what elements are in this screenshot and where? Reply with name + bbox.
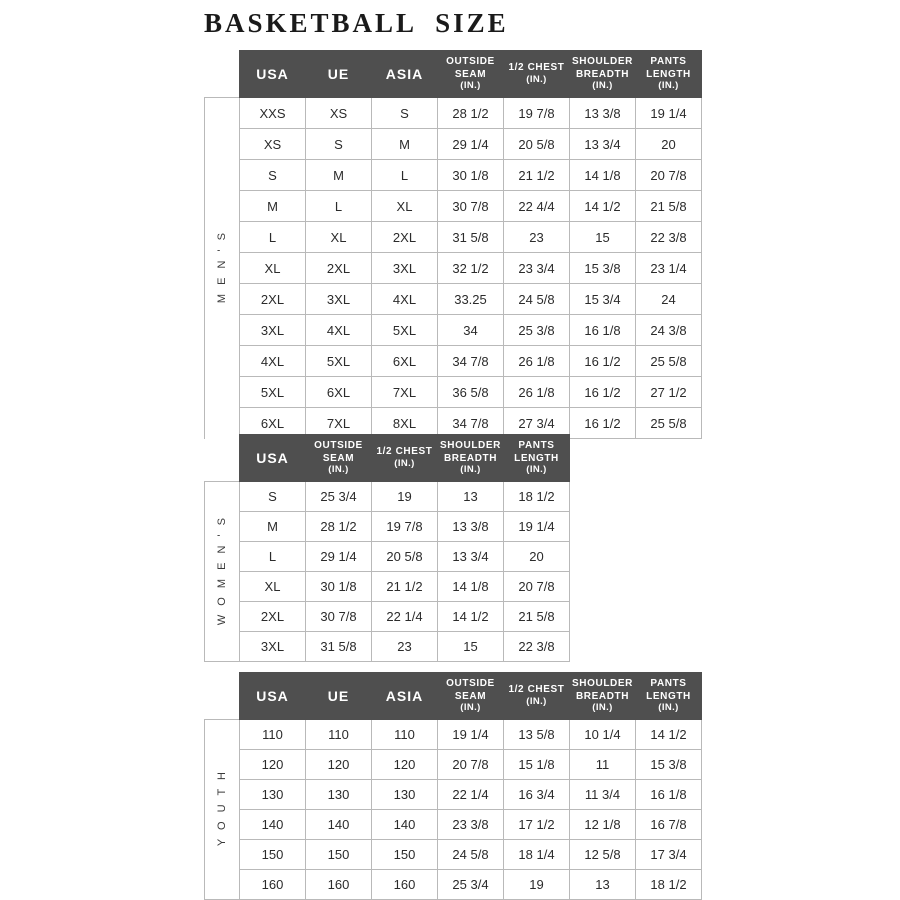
table-cell: 23 1/4 (636, 253, 702, 284)
table-cell: 110 (240, 720, 306, 750)
table-cell: 130 (372, 780, 438, 810)
table-cell: M (240, 191, 306, 222)
table-cell: 110 (306, 720, 372, 750)
table-cell: 22 3/8 (636, 222, 702, 253)
column-header-unit: (IN.) (394, 457, 415, 469)
column-header (306, 435, 372, 482)
column-header (438, 435, 504, 482)
table-cell: 24 (636, 284, 702, 315)
column-header (636, 51, 702, 98)
table-cell: 18 1/4 (504, 840, 570, 870)
table-cell: 150 (372, 840, 438, 870)
table-cell: 6XL (240, 408, 306, 439)
table-cell: 23 (504, 222, 570, 253)
table-cell: 150 (306, 840, 372, 870)
table-cell: 34 7/8 (438, 346, 504, 377)
column-header (240, 435, 306, 482)
table-cell: 14 1/2 (636, 720, 702, 750)
table-row (205, 632, 570, 662)
column-header-label: PANTS LENGTH (646, 678, 691, 702)
table-cell: 13 3/4 (570, 129, 636, 160)
header-corner-cell (205, 51, 240, 98)
table-cell: 24 3/8 (636, 315, 702, 346)
table-cell: 160 (372, 870, 438, 900)
table-cell: 22 4/4 (504, 191, 570, 222)
table-cell: 21 5/8 (504, 602, 570, 632)
table-cell: S (240, 160, 306, 191)
table-cell: 26 1/8 (504, 346, 570, 377)
column-header-label: USA (256, 65, 289, 82)
column-header-label: ASIA (385, 65, 424, 82)
table-cell: 21 1/2 (504, 160, 570, 191)
table-cell: 130 (240, 780, 306, 810)
table-row (205, 315, 702, 346)
table-cell: 150 (240, 840, 306, 870)
table-cell: 3XL (372, 253, 438, 284)
table-cell: 25 3/4 (306, 482, 372, 512)
header-corner-cell (205, 435, 240, 482)
table-cell: 29 1/4 (438, 129, 504, 160)
column-header-unit: (IN.) (460, 702, 481, 714)
column-header (438, 51, 504, 98)
column-header-unit: (IN.) (658, 80, 679, 92)
table-cell: 120 (372, 750, 438, 780)
table-cell: S (372, 98, 438, 129)
table-header-row (205, 435, 570, 482)
column-header (504, 51, 570, 98)
table-cell: XXS (240, 98, 306, 129)
table-cell: 2XL (240, 284, 306, 315)
table-cell: 11 3/4 (570, 780, 636, 810)
column-header (504, 435, 570, 482)
table-cell: 30 1/8 (306, 572, 372, 602)
table-header-row (205, 51, 702, 98)
table-cell: 13 (570, 870, 636, 900)
table-cell: 23 3/8 (438, 810, 504, 840)
column-header (306, 673, 372, 720)
table-cell: 16 1/2 (570, 377, 636, 408)
table-cell: 28 1/2 (306, 512, 372, 542)
table-cell: 18 1/2 (636, 870, 702, 900)
column-header (240, 673, 306, 720)
table-cell: 4XL (240, 346, 306, 377)
table-cell: 22 1/4 (438, 780, 504, 810)
table-header-row (205, 673, 702, 720)
table-cell: 160 (306, 870, 372, 900)
table-cell: L (372, 160, 438, 191)
group-label-cell (205, 482, 240, 662)
column-header-label: 1/2 CHEST (508, 62, 565, 74)
table-row (205, 346, 702, 377)
womens-size-table-block (204, 434, 570, 662)
table-cell: XS (306, 98, 372, 129)
table-cell: 21 5/8 (636, 191, 702, 222)
column-header-unit: (IN.) (526, 73, 547, 85)
column-header (306, 51, 372, 98)
table-cell: 31 5/8 (306, 632, 372, 662)
table-cell: 12 1/8 (570, 810, 636, 840)
table-cell: 16 3/4 (504, 780, 570, 810)
table-cell: 7XL (306, 408, 372, 439)
womens-size-table (204, 434, 570, 662)
table-cell: 15 3/8 (570, 253, 636, 284)
table-cell: 14 1/8 (570, 160, 636, 191)
table-cell: 16 1/2 (570, 408, 636, 439)
column-header (636, 673, 702, 720)
table-cell: 25 3/8 (504, 315, 570, 346)
column-header-label: USA (256, 687, 289, 704)
table-cell: 2XL (306, 253, 372, 284)
table-row (205, 512, 570, 542)
column-header-label: PANTS LENGTH (514, 440, 559, 464)
column-header (372, 51, 438, 98)
table-cell: 17 3/4 (636, 840, 702, 870)
table-cell: XS (240, 129, 306, 160)
column-header-label: SHOULDER BREADTH (572, 678, 633, 702)
table-cell: S (240, 482, 306, 512)
table-cell: 13 5/8 (504, 720, 570, 750)
group-label: Y O U T H (216, 769, 228, 847)
table-cell: 120 (240, 750, 306, 780)
column-header-label: SHOULDER BREADTH (572, 56, 633, 80)
column-header-unit: (IN.) (460, 80, 481, 92)
table-cell: 6XL (372, 346, 438, 377)
table-cell: 36 5/8 (438, 377, 504, 408)
table-cell: 16 1/8 (570, 315, 636, 346)
table-cell: 19 7/8 (504, 98, 570, 129)
table-cell: 19 (372, 482, 438, 512)
table-cell: 34 (438, 315, 504, 346)
table-row (205, 870, 702, 900)
column-header-label: 1/2 CHEST (508, 684, 565, 696)
table-cell: XL (240, 253, 306, 284)
table-cell: 23 (372, 632, 438, 662)
table-cell: 19 (504, 870, 570, 900)
table-cell: 2XL (372, 222, 438, 253)
column-header-unit: (IN.) (328, 464, 349, 476)
youth-size-table (204, 672, 702, 900)
table-row (205, 780, 702, 810)
table-cell: L (240, 542, 306, 572)
table-row (205, 222, 702, 253)
table-row (205, 253, 702, 284)
table-cell: 20 7/8 (438, 750, 504, 780)
table-cell: 140 (372, 810, 438, 840)
column-header-label: OUTSIDE SEAM (446, 678, 495, 702)
column-header (570, 51, 636, 98)
table-cell: 130 (306, 780, 372, 810)
column-header-label: OUTSIDE SEAM (314, 440, 363, 464)
table-cell: 19 1/4 (504, 512, 570, 542)
column-header (438, 673, 504, 720)
group-label: M E N ' S (216, 229, 228, 304)
column-header-unit: (IN.) (592, 80, 613, 92)
table-cell: M (306, 160, 372, 191)
table-row (205, 377, 702, 408)
table-cell: 18 1/2 (504, 482, 570, 512)
table-cell: 120 (306, 750, 372, 780)
table-cell: 24 5/8 (438, 840, 504, 870)
column-header-label: ASIA (385, 687, 424, 704)
column-header (372, 435, 438, 482)
table-row (205, 720, 702, 750)
table-cell: 25 3/4 (438, 870, 504, 900)
table-row (205, 129, 702, 160)
table-cell: 6XL (306, 377, 372, 408)
table-cell: 12 5/8 (570, 840, 636, 870)
column-header (504, 673, 570, 720)
table-row (205, 750, 702, 780)
table-cell: 14 1/8 (438, 572, 504, 602)
table-cell: 8XL (372, 408, 438, 439)
table-row (205, 840, 702, 870)
table-cell: 5XL (240, 377, 306, 408)
table-cell: 4XL (306, 315, 372, 346)
table-cell: 15 1/8 (504, 750, 570, 780)
table-row (205, 572, 570, 602)
table-cell: 15 (438, 632, 504, 662)
table-cell: XL (372, 191, 438, 222)
table-cell: 5XL (372, 315, 438, 346)
table-cell: 20 5/8 (504, 129, 570, 160)
table-cell: 160 (240, 870, 306, 900)
table-cell: 2XL (240, 602, 306, 632)
table-cell: 26 1/8 (504, 377, 570, 408)
table-cell: 14 1/2 (570, 191, 636, 222)
page-title: BASKETBALL SIZE (204, 8, 509, 38)
table-cell: 30 7/8 (306, 602, 372, 632)
group-label-cell (205, 720, 240, 900)
column-header-label: SHOULDER BREADTH (440, 440, 501, 464)
table-cell: M (372, 129, 438, 160)
column-header-unit: (IN.) (526, 695, 547, 707)
column-header-unit: (IN.) (460, 464, 481, 476)
table-cell: 30 7/8 (438, 191, 504, 222)
table-cell: 7XL (372, 377, 438, 408)
table-cell: 25 5/8 (636, 346, 702, 377)
table-cell: 21 1/2 (372, 572, 438, 602)
mens-size-table (204, 50, 702, 439)
column-header-unit: (IN.) (526, 464, 547, 476)
table-cell: 13 3/4 (438, 542, 504, 572)
table-cell: 20 7/8 (636, 160, 702, 191)
table-cell: 3XL (240, 315, 306, 346)
column-header-label: UE (327, 65, 350, 82)
table-row (205, 542, 570, 572)
table-cell: 3XL (240, 632, 306, 662)
table-cell: 31 5/8 (438, 222, 504, 253)
table-cell: 110 (372, 720, 438, 750)
table-cell: 20 (504, 542, 570, 572)
table-cell: 23 3/4 (504, 253, 570, 284)
column-header-label: USA (256, 449, 289, 466)
table-cell: 28 1/2 (438, 98, 504, 129)
table-cell: 140 (240, 810, 306, 840)
table-cell: 30 1/8 (438, 160, 504, 191)
column-header-unit: (IN.) (592, 702, 613, 714)
table-cell: 15 3/8 (636, 750, 702, 780)
table-cell: L (306, 191, 372, 222)
table-row (205, 284, 702, 315)
table-cell: 140 (306, 810, 372, 840)
table-cell: 20 7/8 (504, 572, 570, 602)
table-cell: 16 1/2 (570, 346, 636, 377)
table-row (205, 160, 702, 191)
column-header-label: PANTS LENGTH (646, 56, 691, 80)
table-cell: 10 1/4 (570, 720, 636, 750)
table-cell: 13 3/8 (438, 512, 504, 542)
table-cell: 29 1/4 (306, 542, 372, 572)
table-cell: 33.25 (438, 284, 504, 315)
table-cell: 22 1/4 (372, 602, 438, 632)
table-row (205, 98, 702, 129)
table-cell: 3XL (306, 284, 372, 315)
table-cell: XL (306, 222, 372, 253)
table-cell: 19 7/8 (372, 512, 438, 542)
column-header-label: OUTSIDE SEAM (446, 56, 495, 80)
table-cell: 16 1/8 (636, 780, 702, 810)
table-cell: 16 7/8 (636, 810, 702, 840)
table-cell: 15 (570, 222, 636, 253)
table-cell: 27 1/2 (636, 377, 702, 408)
table-cell: S (306, 129, 372, 160)
table-cell: 4XL (372, 284, 438, 315)
table-cell: 20 5/8 (372, 542, 438, 572)
table-cell: 13 (438, 482, 504, 512)
table-row (205, 602, 570, 632)
table-cell: 19 1/4 (636, 98, 702, 129)
youth-size-table-block (204, 672, 702, 900)
table-cell: 34 7/8 (438, 408, 504, 439)
column-header (372, 673, 438, 720)
column-header-label: 1/2 CHEST (376, 446, 433, 458)
table-cell: 32 1/2 (438, 253, 504, 284)
table-cell: 13 3/8 (570, 98, 636, 129)
table-row (205, 191, 702, 222)
table-cell: 5XL (306, 346, 372, 377)
group-label-cell (205, 98, 240, 439)
table-cell: L (240, 222, 306, 253)
column-header-label: UE (327, 687, 350, 704)
table-cell: M (240, 512, 306, 542)
table-cell: 17 1/2 (504, 810, 570, 840)
table-cell: 24 5/8 (504, 284, 570, 315)
table-cell: XL (240, 572, 306, 602)
table-cell: 15 3/4 (570, 284, 636, 315)
group-label: W O M E N ' S (216, 514, 228, 626)
mens-size-table-block (204, 50, 702, 439)
table-cell: 27 3/4 (504, 408, 570, 439)
column-header (570, 673, 636, 720)
table-cell: 25 5/8 (636, 408, 702, 439)
column-header (240, 51, 306, 98)
table-row (205, 482, 570, 512)
table-row (205, 810, 702, 840)
column-header-unit: (IN.) (658, 702, 679, 714)
table-cell: 11 (570, 750, 636, 780)
header-corner-cell (205, 673, 240, 720)
table-cell: 19 1/4 (438, 720, 504, 750)
table-cell: 14 1/2 (438, 602, 504, 632)
table-cell: 20 (636, 129, 702, 160)
table-cell: 22 3/8 (504, 632, 570, 662)
